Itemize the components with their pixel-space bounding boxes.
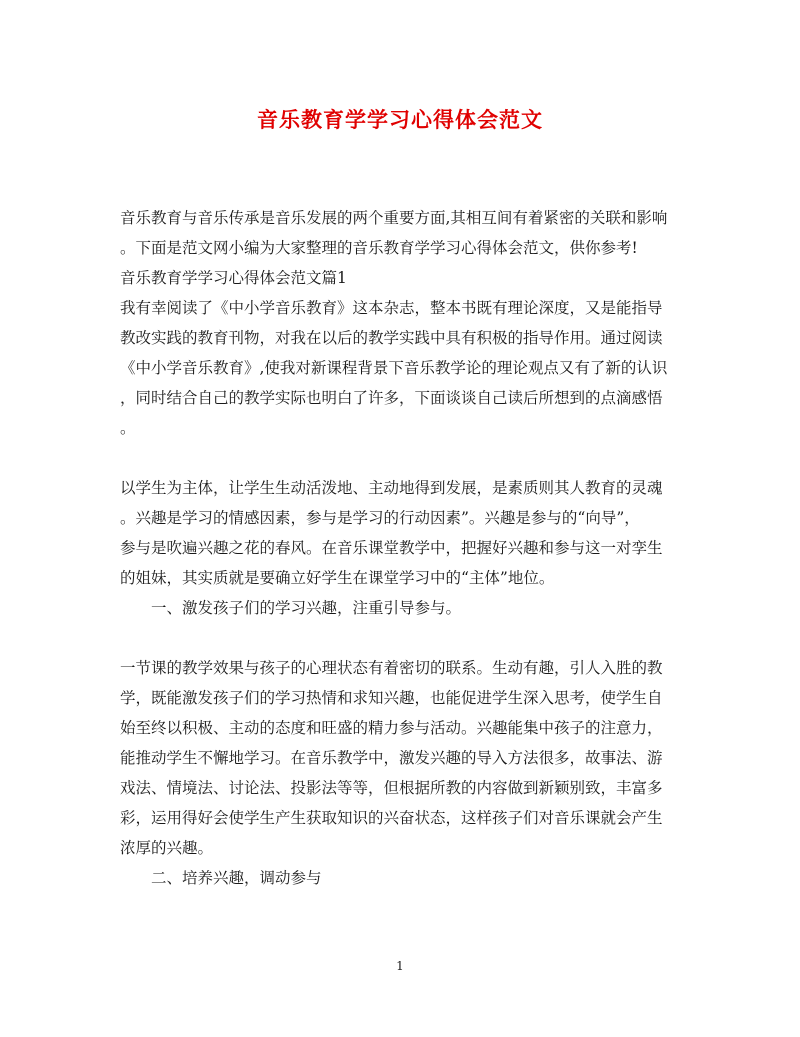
text-line: 的姐妹，其实质就是要确立好学生在课堂学习中的“主体”地位。 [120, 569, 555, 587]
text-line: ，同时结合自己的教学实际也明白了许多，下面谈谈自己读后所想到的点滴感悟 [120, 389, 663, 407]
text-line: 戏法、情境法、讨论法、投影法等等，但根据所教的内容做到新颖别致，丰富多 [120, 779, 663, 797]
subsection-heading: 二、培养兴趣，调动参与 [151, 869, 322, 887]
subsection-heading: 一、激发孩子们的学习兴趣，注重引导参与。 [151, 599, 462, 617]
text-line: 一节课的教学效果与孩子的心理状态有着密切的联系。生动有趣，引人入胜的教 [120, 659, 663, 677]
document-title: 音乐教育学学习心得体会范文 [257, 107, 543, 132]
section-heading: 音乐教育学学习心得体会范文篇1 [120, 269, 347, 287]
text-line: 浓厚的兴趣。 [120, 839, 214, 857]
document-body [120, 203, 682, 893]
paragraph-gap [120, 623, 682, 653]
text-line: 学，既能激发孩子们的学习热情和求知兴趣，也能促进学生深入思考，使学生自 [120, 689, 663, 707]
text-line: 教改实践的教育刊物，对我在以后的教学实践中具有积极的指导作用。通过阅读 [120, 329, 663, 347]
text-line: 始至终以积极、主动的态度和旺盛的精力参与活动。兴趣能集中孩子的注意力， [120, 719, 663, 737]
text-line: 。下面是范文网小编为大家整理的音乐教育学学习心得体会范文，供你参考! [120, 239, 638, 257]
text-line: 能推动学生不懈地学习。在音乐教学中，激发兴趣的导入方法很多，故事法、游 [120, 749, 663, 767]
text-line: 参与是吹遍兴趣之花的春风。在音乐课堂教学中，把握好兴趣和参与这一对孪生 [120, 539, 663, 557]
page-number: 1 [396, 959, 404, 973]
text-line: 。兴趣是学习的情感因素，参与是学习的行动因素”。兴趣是参与的“向导”， [120, 509, 640, 527]
text-line: 《中小学音乐教育》,使我对新课程背景下音乐教学论的理论观点又有了新的认识 [120, 359, 668, 377]
text-line: 彩，运用得好会使学生产生获取知识的兴奋状态，这样孩子们对音乐课就会产生 [120, 809, 663, 827]
paragraph-gap [120, 443, 682, 473]
text-line: 音乐教育与音乐传承是音乐发展的两个重要方面,其相互间有着紧密的关联和影响 [120, 209, 668, 227]
text-line: 以学生为主体，让学生生动活泼地、主动地得到发展，是素质则其人教育的灵魂 [120, 479, 663, 497]
text-line: 。 [120, 419, 136, 437]
text-line: 我有幸阅读了《中小学音乐教育》这本杂志，整本书既有理论深度，又是能指导 [120, 299, 663, 317]
